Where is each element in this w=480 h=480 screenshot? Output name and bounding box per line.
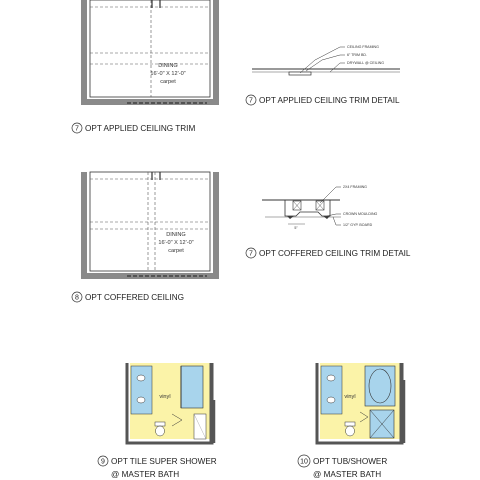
caption-number: 7 — [249, 97, 253, 105]
dining-room-size: 16'-0" X 12'-0" — [158, 240, 194, 246]
caption-title: OPT COFFERED CEILING TRIM DETAIL — [259, 249, 411, 258]
caption-tub-shower — [298, 455, 387, 479]
trim-board-section — [289, 72, 311, 75]
crown-moulding — [323, 216, 330, 219]
caption-number: 10 — [300, 458, 308, 466]
sink-icon — [137, 397, 145, 403]
dining-plan-coffered-ceiling — [84, 172, 216, 276]
sink-icon — [137, 375, 145, 381]
leader-line — [327, 214, 341, 216]
vanity-counter — [321, 366, 342, 414]
vanity-counter — [131, 366, 152, 414]
crown-moulding — [287, 216, 294, 219]
applied-ceiling-trim-detail — [252, 45, 400, 75]
caption-title-line1: OPT TUB/SHOWER — [313, 457, 388, 466]
detail-note: 6" TRIM BD. — [347, 53, 367, 57]
caption-applied-ceiling-trim-detail — [246, 95, 400, 105]
caption-applied-ceiling-trim — [72, 123, 195, 133]
dining-walls — [84, 172, 216, 276]
detail-note: CROWN MOULDING — [343, 212, 378, 216]
detail-note: 2X4 FRAMING — [343, 185, 367, 189]
bath-floor-label: vinyl — [159, 394, 171, 400]
caption-number: 7 — [249, 250, 253, 258]
caption-tile-super-shower — [98, 456, 217, 479]
caption-number: 8 — [75, 294, 79, 302]
caption-title-line2: @ MASTER BATH — [313, 470, 382, 479]
master-bath-plan-super-shower — [127, 363, 214, 443]
toilet-icon — [346, 426, 355, 436]
bath-floor-label: vinyl — [344, 394, 356, 400]
dining-room-floor: carpet — [168, 248, 184, 254]
leader-line — [320, 187, 341, 203]
tile-shower — [181, 366, 203, 408]
sink-icon — [327, 375, 335, 381]
caption-number: 7 — [75, 125, 79, 133]
dining-room-size: 16'-0" X 12'-0" — [150, 71, 186, 77]
leader-line — [330, 63, 345, 72]
dining-inner-wall-line — [90, 172, 210, 271]
dining-walls — [84, 0, 216, 102]
dining-plan-applied-ceiling — [84, 0, 216, 103]
dining-inner-wall-line — [90, 0, 210, 97]
detail-note: DRYWALL @ CEILING — [347, 61, 385, 65]
dining-room-name: DINING — [166, 232, 186, 238]
dimension-text: 5" — [294, 226, 298, 230]
dining-room-name: DINING — [158, 63, 178, 69]
leader-line — [333, 217, 341, 225]
detail-note: 1/2" GYP. BOARD — [343, 223, 373, 227]
detail-note: CEILING FRAMING — [347, 45, 379, 49]
coffered-ceiling-trim-detail — [262, 185, 378, 230]
caption-title: OPT COFFERED CEILING — [85, 293, 185, 302]
toilet-tank — [345, 422, 355, 426]
master-bath-plan-tub-shower — [317, 363, 404, 443]
caption-title: OPT APPLIED CEILING TRIM DETAIL — [259, 96, 400, 105]
caption-coffered-ceiling — [72, 292, 184, 302]
toilet-icon — [156, 426, 165, 436]
caption-number: 9 — [101, 458, 105, 466]
toilet-tank — [155, 422, 165, 426]
tub-icon — [369, 369, 391, 403]
dining-room-floor: carpet — [160, 79, 176, 85]
caption-coffered-ceiling-trim-detail — [246, 248, 411, 258]
caption-title-line2: @ MASTER BATH — [111, 470, 180, 479]
caption-title: OPT APPLIED CEILING TRIM — [85, 124, 196, 133]
coffer-beam-section — [285, 200, 330, 216]
sink-icon — [327, 397, 335, 403]
caption-title-line1: OPT TILE SUPER SHOWER — [111, 457, 217, 466]
